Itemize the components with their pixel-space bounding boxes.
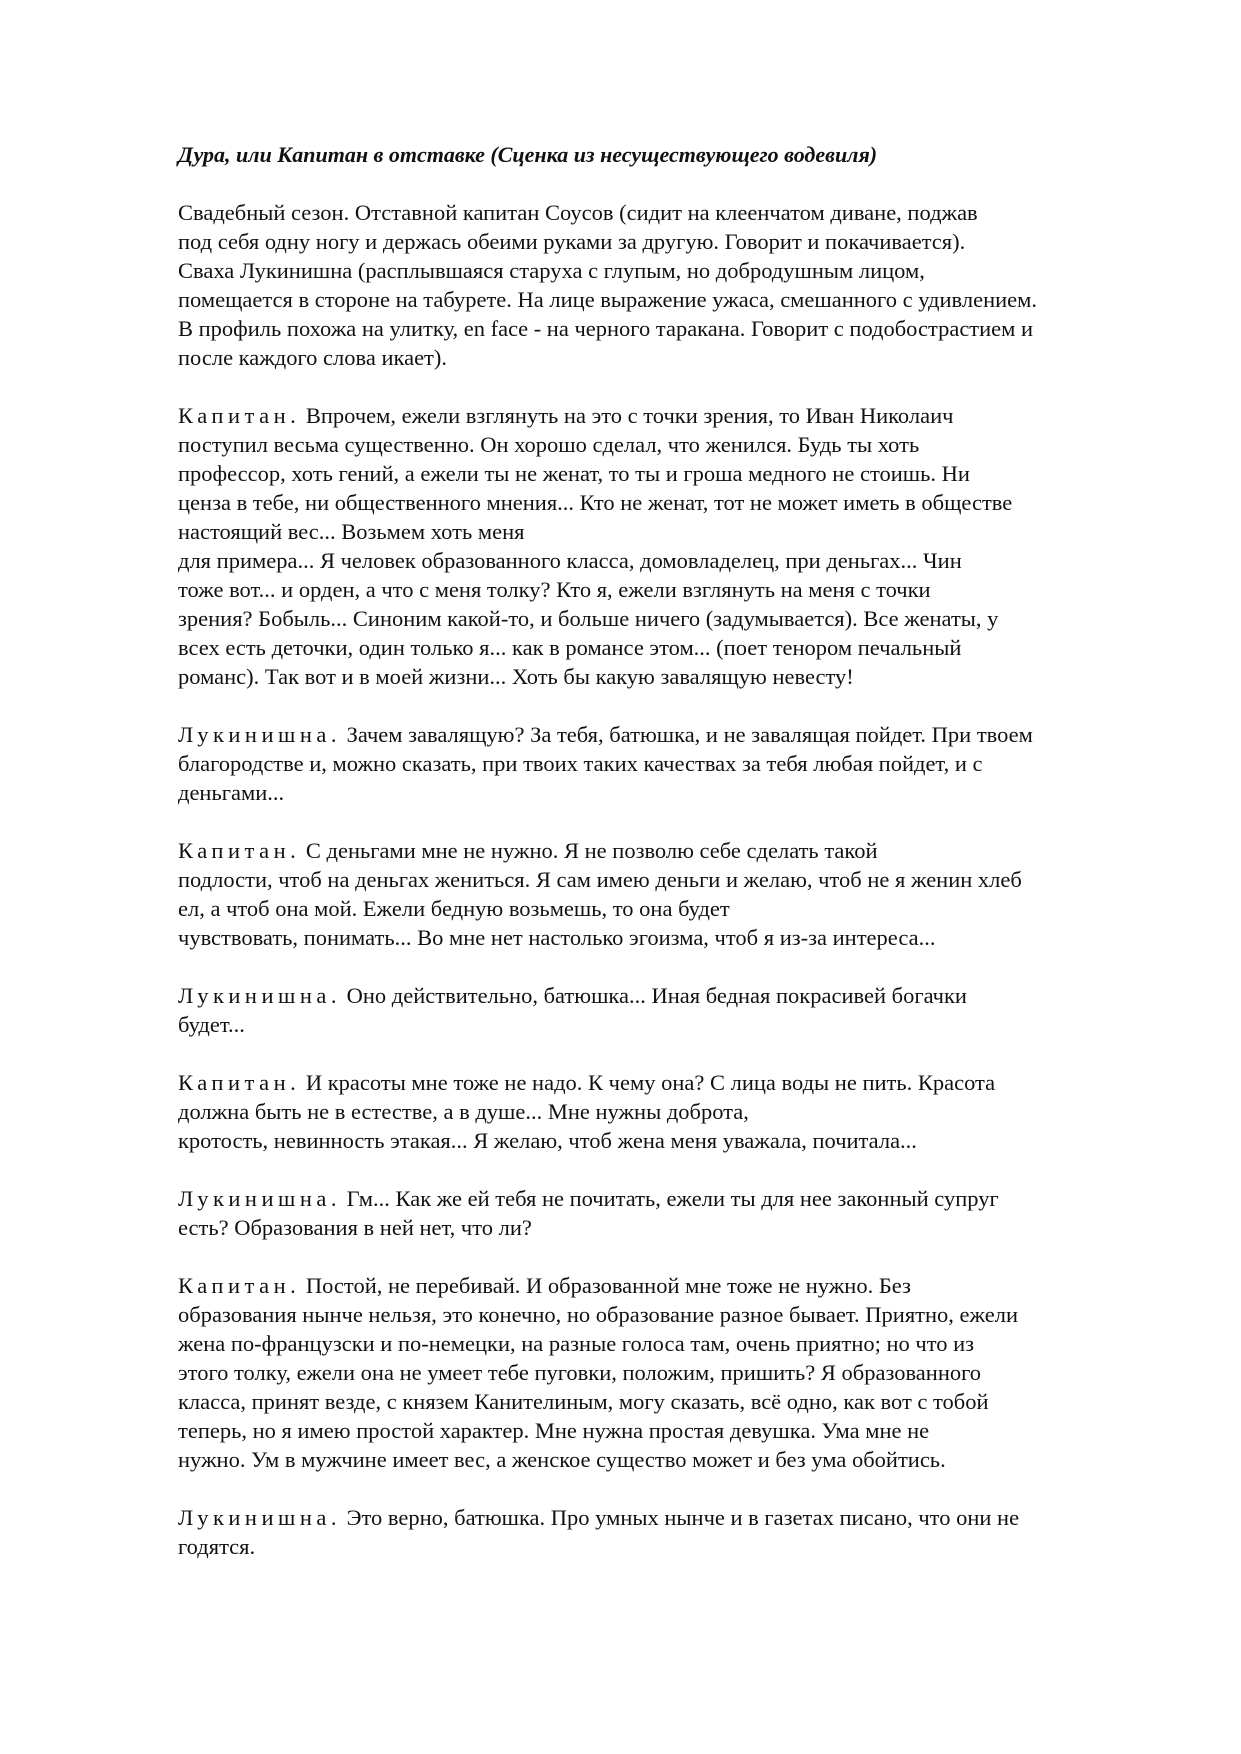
dialogue-replica bbox=[178, 1503, 1178, 1561]
speaker-name: Капитан. bbox=[178, 838, 301, 863]
dialogue-replica bbox=[178, 836, 1178, 952]
replica-line: будет... bbox=[178, 1012, 245, 1037]
document-title: Дура, или Капитан в отставке (Сценка из несуществующего водевиля) bbox=[178, 142, 878, 167]
dialogue-replica bbox=[178, 1184, 1178, 1242]
replica-text: Зачем завалящую? За тебя, батюшка, и не завалящая пойдет. При твоем bbox=[346, 722, 1033, 747]
speaker-name: Лукинишна. bbox=[178, 1186, 341, 1211]
replica-line: подлости, чтоб на деньгах жениться. Я сам имею деньги и желаю, чтоб не я женин хлеб bbox=[178, 867, 1022, 892]
intro-line: после каждого слова икает). bbox=[178, 345, 448, 370]
replica-line: всех есть деточки, один только я... как в романсе этом... (поет тенором печальный bbox=[178, 635, 962, 660]
intro-line: Свадебный сезон. Отставной капитан Соусов (сидит на клеенчатом диване, поджав bbox=[178, 200, 978, 225]
replica-line: чувствовать, понимать... Во мне нет настолько эгоизма, чтоб я из-за интереса... bbox=[178, 925, 936, 950]
speaker-name: Лукинишна. bbox=[178, 983, 341, 1008]
replica-line: настоящий вес... Возьмем хоть меня bbox=[178, 519, 525, 544]
replica-first-line bbox=[178, 1271, 1178, 1300]
replica-line: теперь, но я имею простой характер. Мне нужна простая девушка. Ума мне не bbox=[178, 1418, 930, 1443]
replica-line: класса, принят везде, с князем Канителиным, могу сказать, всё одно, как вот с тобой bbox=[178, 1389, 989, 1414]
document-page bbox=[178, 140, 1178, 1590]
replica-first-line bbox=[178, 1503, 1178, 1532]
replica-line: жена по-французски и по-немецки, на разные голоса там, очень приятно; но что из bbox=[178, 1331, 975, 1356]
speaker-name: Капитан. bbox=[178, 1273, 301, 1298]
dialogue-replica bbox=[178, 981, 1178, 1039]
replica-line: есть? Образования в ней нет, что ли? bbox=[178, 1215, 532, 1240]
replica-line: образования нынче нельзя, это конечно, но образование разное бывает. Приятно, ежели bbox=[178, 1302, 1019, 1327]
replica-first-line bbox=[178, 1184, 1178, 1213]
intro-line: помещается в стороне на табурете. На лице выражение ужаса, смешанного с удивлением. bbox=[178, 287, 1037, 312]
intro-line: под себя одну ногу и держась обеими руками за другую. Говорит и покачивается). bbox=[178, 229, 966, 254]
replica-text: Впрочем, ежели взглянуть на это с точки зрения, то Иван Николаич bbox=[305, 403, 954, 428]
stage-directions bbox=[178, 198, 1178, 372]
replica-line: ел, а чтоб она мой. Ежели бедную возьмешь, то она будет bbox=[178, 896, 730, 921]
replica-line: должна быть не в естестве, а в душе... Мне нужны доброта, bbox=[178, 1099, 749, 1124]
replica-line: тоже вот... и орден, а что с меня толку? Кто я, ежели взглянуть на меня с точки bbox=[178, 577, 931, 602]
intro-line: В профиль похожа на улитку, en face - на черного таракана. Говорит с подобострастием и bbox=[178, 316, 1034, 341]
replica-text: С деньгами мне не нужно. Я не позволю себе сделать такой bbox=[305, 838, 878, 863]
intro-line: Сваха Лукинишна (расплывшаяся старуха с глупым, но добродушным лицом, bbox=[178, 258, 925, 283]
replica-line: нужно. Ум в мужчине имеет вес, а женское существо может и без ума обойтись. bbox=[178, 1447, 946, 1472]
replica-line: поступил весьма существенно. Он хорошо сделал, что женился. Будь ты хоть bbox=[178, 432, 920, 457]
replica-text: Это верно, батюшка. Про умных нынче и в газетах писано, что они не bbox=[346, 1505, 1020, 1530]
speaker-name: Капитан. bbox=[178, 1070, 301, 1095]
replica-line: кротость, невинность этакая... Я желаю, чтоб жена меня уважала, почитала... bbox=[178, 1128, 917, 1153]
replica-first-line bbox=[178, 1068, 1178, 1097]
dialogue-replica bbox=[178, 1068, 1178, 1155]
replica-line: годятся. bbox=[178, 1534, 256, 1559]
replica-line: зрения? Бобыль... Синоним какой-то, и больше ничего (задумывается). Все женаты, у bbox=[178, 606, 999, 631]
dialogue-replica bbox=[178, 1271, 1178, 1474]
replica-line: этого толку, ежели она не умеет тебе пуговки, положим, пришить? Я образованного bbox=[178, 1360, 982, 1385]
speaker-name: Капитан. bbox=[178, 403, 301, 428]
replica-text: И красоты мне тоже не надо. К чему она? С лица воды не пить. Красота bbox=[305, 1070, 996, 1095]
replica-line: благородстве и, можно сказать, при твоих таких качествах за тебя любая пойдет, и с bbox=[178, 751, 983, 776]
replica-line: романс). Так вот и в моей жизни... Хоть бы какую завалящую невесту! bbox=[178, 664, 854, 689]
speaker-name: Лукинишна. bbox=[178, 722, 341, 747]
dialogue-replica bbox=[178, 401, 1178, 691]
dialogue-replica bbox=[178, 720, 1178, 807]
speaker-name: Лукинишна. bbox=[178, 1505, 341, 1530]
replica-text: Гм... Как же ей тебя не почитать, ежели ты для нее законный супруг bbox=[346, 1186, 999, 1211]
replica-first-line bbox=[178, 401, 1178, 430]
replica-first-line bbox=[178, 720, 1178, 749]
replica-line: для примера... Я человек образованного класса, домовладелец, при деньгах... Чин bbox=[178, 548, 962, 573]
replica-first-line bbox=[178, 981, 1178, 1010]
replica-text: Постой, не перебивай. И образованной мне тоже не нужно. Без bbox=[305, 1273, 911, 1298]
replica-text: Оно действительно, батюшка... Иная бедная покрасивей богачки bbox=[346, 983, 967, 1008]
replica-first-line bbox=[178, 836, 1178, 865]
replica-line: профессор, хоть гений, а ежели ты не женат, то ты и гроша медного не стоишь. Ни bbox=[178, 461, 970, 486]
replica-line: ценза в тебе, ни общественного мнения... Кто не женат, тот не может иметь в обществе bbox=[178, 490, 1013, 515]
replica-line: деньгами... bbox=[178, 780, 285, 805]
